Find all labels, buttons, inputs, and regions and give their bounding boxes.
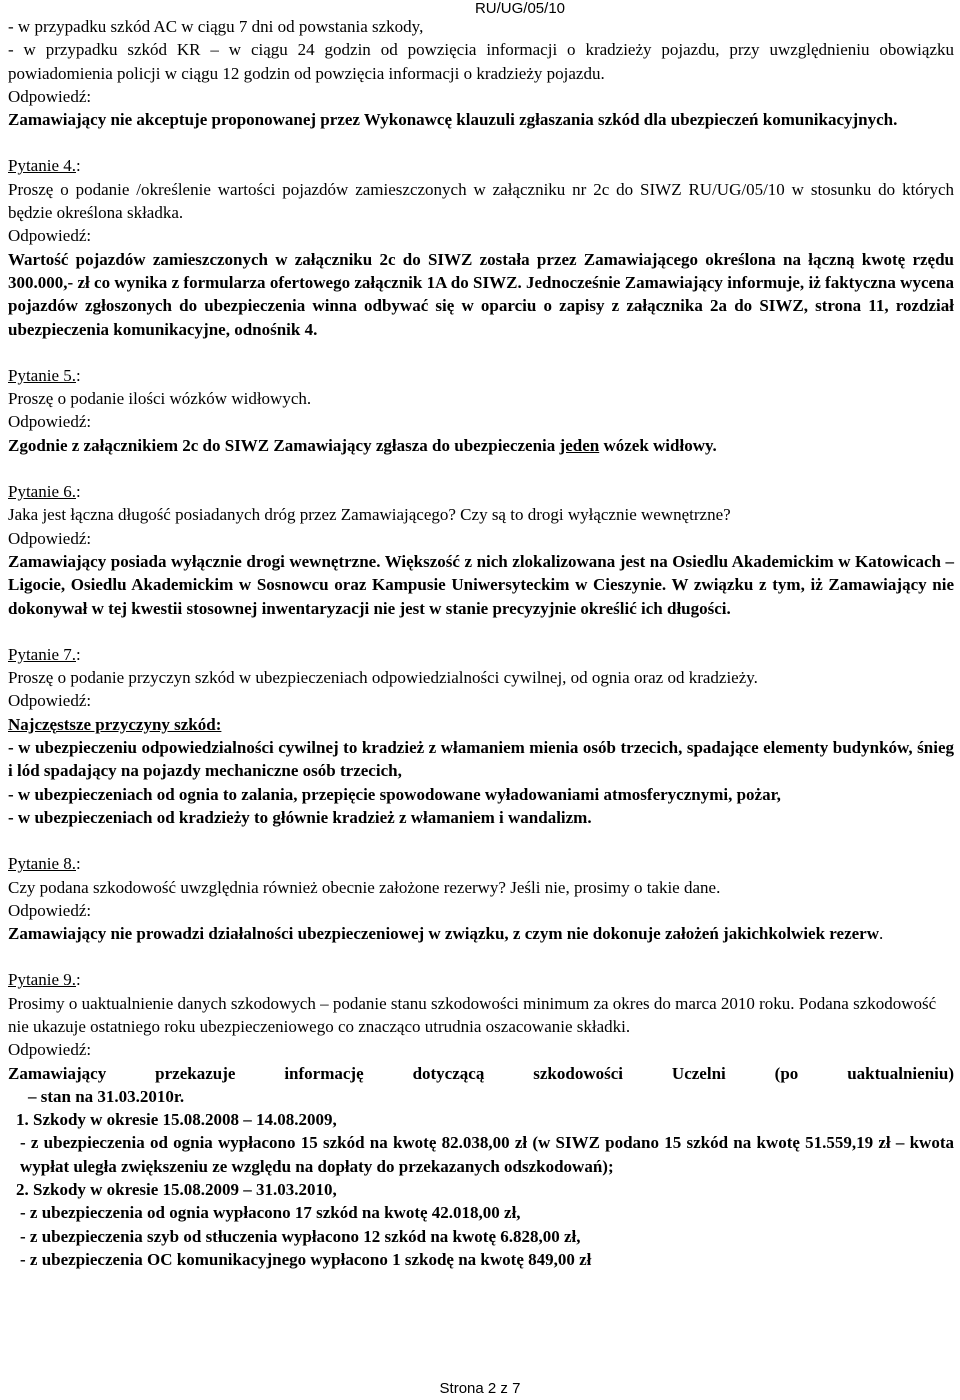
- underlined-word: jeden: [559, 435, 600, 455]
- question-text: Czy podana szkodowość uwzględnia również obecnie założone rezerwy? Jeśli nie, prosimy o takie dane.: [8, 877, 721, 897]
- question-label: Pytanie 5.: [8, 365, 76, 385]
- question-heading: Pytanie 8.:: [8, 854, 81, 874]
- answer-text: Zgodnie z załącznikiem 2c do SIWZ Zamawiający zgłasza do ubezpieczenia jeden wózek widłowy.: [8, 435, 717, 455]
- page-number-footer: Strona 2 z 7: [439, 1380, 521, 1397]
- question-label: Pytanie 9.: [8, 970, 76, 990]
- intro-line-ac: - w przypadku szkód AC w ciągu 7 dni od powstania szkody,: [8, 17, 424, 36]
- answer-text: Zamawiający posiada wyłącznie drogi wewnętrzne. Większość z nich zlokalizowana jest na Osiedlu Akademickim w Katowicach – Ligocie, Osiedlu Akademickim w Sosnowcu oraz Kampusie Uniwersyteckim w Cieszynie. W związku z tym, iż Zamawiający nie dokonywał w tej kwestii stosownej inwentaryzacji nie jest w stanie precyzyjnie określić ich długości.: [8, 551, 954, 618]
- loss-period-heading: 2. Szkody w okresie 15.08.2009 – 31.03.2010,: [16, 1180, 337, 1200]
- answer-label: Odpowiedź:: [8, 528, 92, 548]
- question-label: Pytanie 4.: [8, 156, 76, 176]
- question-text: Proszę o podanie przyczyn szkód w ubezpieczeniach odpowiedzialności cywilnej, od ognia oraz od kradzieży.: [8, 668, 758, 688]
- answer-heading: Najczęstsze przyczyny szkód:: [8, 714, 222, 734]
- question-heading: Pytanie 5.:: [8, 365, 81, 385]
- loss-period-item: - z ubezpieczenia od ognia wypłacono 15 szkód na kwotę 82.038,00 zł (w SIWZ podano 15 szkód na kwotę 51.559,19 zł – kwota wypłat uległa zwiększeniu ze względu na dopłaty do przekazanych odszkodowań);: [20, 1133, 954, 1176]
- answer-label: Odpowiedź:: [8, 900, 92, 920]
- loss-period-item: - z ubezpieczenia od ognia wypłacono 17 szkód na kwotę 42.018,00 zł,: [20, 1203, 521, 1223]
- answer-text: Wartość pojazdów zamieszczonych w załączniku 2c do SIWZ została przez Zamawiającego określona na łączną kwotę rzędu 300.000,- zł co wynika z formularza ofertowego załącznik 1A do SIWZ. Jednocześnie Zamawiający informuje, iż faktyczna wycena pojazdów zgłoszonych do ubezpieczenia winna odbywać się w oparciu o zapisy z załącznika 2a do SIWZ, strona 11, rozdział ubezpieczenia komunikacyjne, odnośnik 4.: [8, 249, 954, 339]
- loss-period-item: - z ubezpieczenia OC komunikacyjnego wypłacono 1 szkodę na kwotę 849,00 zł: [20, 1249, 592, 1269]
- answer-label: Odpowiedź:: [8, 691, 92, 711]
- loss-period-heading: 1. Szkody w okresie 15.08.2008 – 14.08.2009,: [16, 1110, 337, 1130]
- question-text: Proszę o podanie ilości wózków widłowych.: [8, 389, 312, 409]
- question-label: Pytanie 7.: [8, 644, 76, 664]
- answer-intro: Zamawiający przekazuje informację dotyczącą szkodowości Uczelni (po uaktualnieniu): [8, 1063, 954, 1083]
- question-heading: Pytanie 6.:: [8, 482, 81, 502]
- question-heading: Pytanie 9.:: [8, 970, 81, 990]
- answer-text: Zamawiający nie prowadzi działalności ubezpieczeniowej w związku, z czym nie dokonuje założeń jakichkolwiek rezerw.: [8, 924, 884, 944]
- answer-text: Zamawiający nie akceptuje proponowanej przez Wykonawcę klauzuli zgłaszania szkód dla ubezpieczeń komunikacyjnych.: [8, 110, 898, 130]
- answer-label: Odpowiedź:: [8, 412, 92, 432]
- answer-label: Odpowiedź:: [8, 1040, 92, 1060]
- intro-line-kr: - w przypadku szkód KR – w ciągu 24 godzin od powzięcia informacji o kradzieży pojazdu, przy uwzględnieniu obowiązku powiadomienia policji w ciągu 12 godzin od powzięcia informacji o kradzieży pojazdu.: [8, 40, 954, 83]
- answer-list-item: - w ubezpieczeniach od ognia to zalania, przepięcie spowodowane wyładowaniami atmosferycznymi, pożar,: [8, 784, 781, 804]
- question-text: Jaka jest łączna długość posiadanych dróg przez Zamawiającego? Czy są to drogi wyłącznie wewnętrzne?: [8, 505, 731, 525]
- answer-intro-date: – stan na 31.03.2010r.: [28, 1086, 185, 1106]
- question-label: Pytanie 8.: [8, 854, 76, 874]
- loss-period-item: - z ubezpieczenia szyb od stłuczenia wypłacono 12 szkód na kwotę 6.828,00 zł,: [20, 1226, 581, 1246]
- question-heading: Pytanie 7.:: [8, 644, 81, 664]
- document-reference-header: RU/UG/05/10: [474, 0, 566, 17]
- question-label: Pytanie 6.: [8, 482, 76, 502]
- answer-list-item: - w ubezpieczeniu odpowiedzialności cywilnej to kradzież z włamaniem mienia osób trzecich, spadające elementy budynków, śnieg i lód spadający na pojazdy mechaniczne osób trzecich,: [8, 738, 954, 781]
- answer-list-item: - w ubezpieczeniach od kradzieży to głównie kradzież z włamaniem i wandalizm.: [8, 807, 592, 827]
- answer-label: Odpowiedź:: [8, 226, 92, 246]
- question-text: Proszę o podanie /określenie wartości pojazdów zamieszczonych w załączniku nr 2c do SIWZ RU/UG/05/10 w stosunku do których będzie określona składka.: [8, 179, 954, 223]
- question-heading: Pytanie 4.:: [8, 156, 81, 176]
- answer-label: Odpowiedź:: [8, 86, 92, 106]
- question-text: Prosimy o uaktualnienie danych szkodowych – podanie stanu szkodowości minimum za okres do marca 2010 roku. Podana szkodowość nie ukazuje ostatniego roku ubezpieczeniowego co znacząco utrudnia oszacowanie składki.: [8, 993, 937, 1036]
- document-body: [8, 15, 954, 1271]
